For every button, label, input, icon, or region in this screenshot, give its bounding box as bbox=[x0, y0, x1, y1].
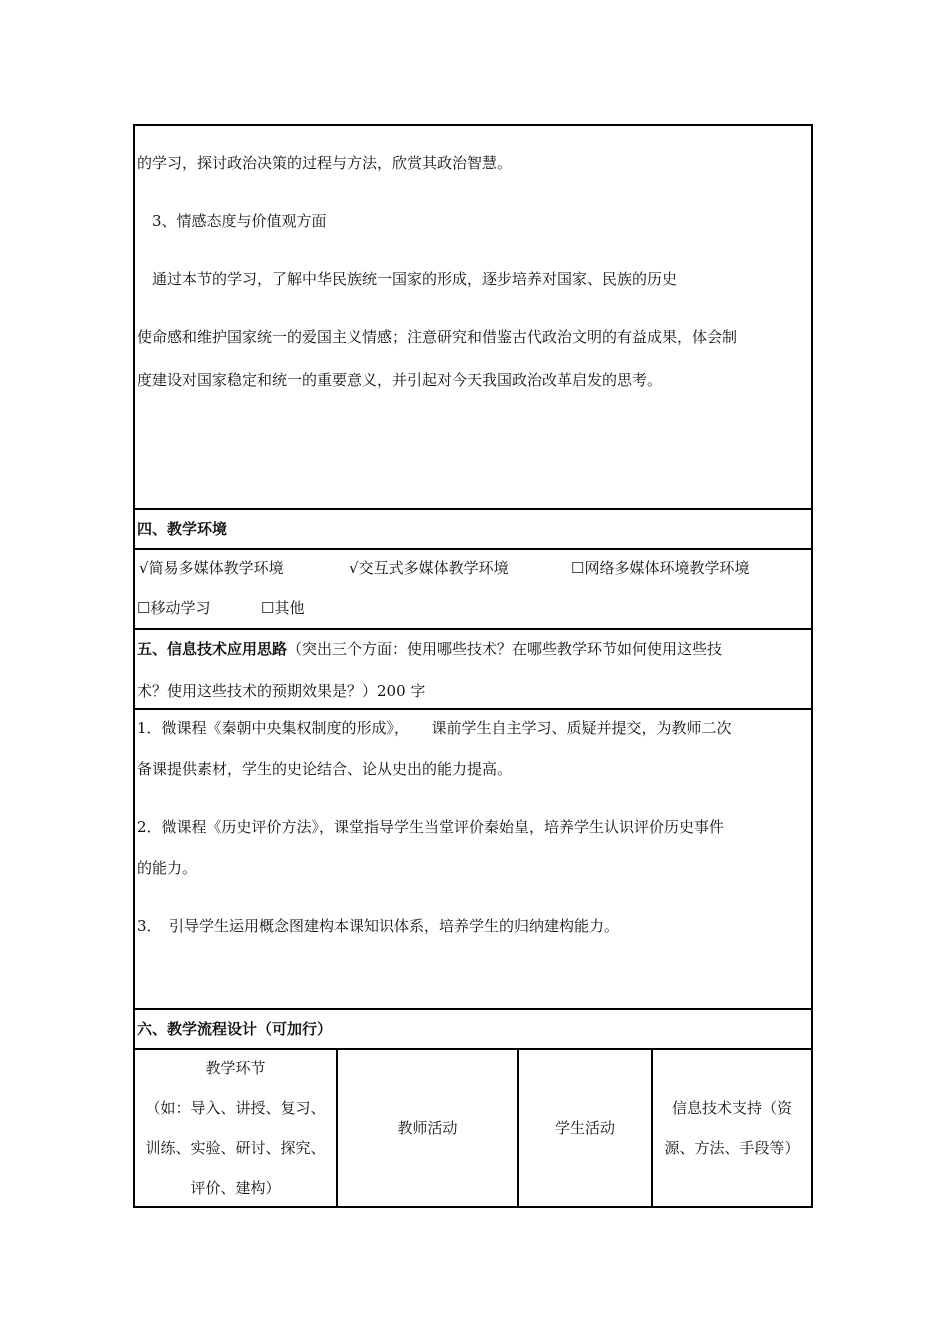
it-support-header-line-1: 信息技术支持（资 bbox=[671, 1099, 792, 1117]
option-label: 移动学习 bbox=[150, 599, 211, 617]
teaching-environment-header bbox=[135, 510, 811, 550]
it-item-2-line-1: 2．微课程《历史评价方法》，课堂指导学生当堂评价秦始皇，培养学生认识评价历史事件 bbox=[137, 818, 725, 836]
objectives-continued-line: 的学习，探讨政治决策的过程与方法，欣赏其政治智慧。 bbox=[137, 154, 513, 172]
check-mark-icon: √ bbox=[349, 559, 359, 577]
stage-header-line-3: 训练、实验、研讨、探究、 bbox=[145, 1139, 326, 1157]
column-header-it-support bbox=[653, 1050, 811, 1206]
stage-header-line-1: 教学环节 bbox=[205, 1059, 266, 1077]
checkbox-icon: ☐ bbox=[261, 599, 275, 617]
it-application-title-line-1 bbox=[137, 639, 722, 659]
it-item-1-line-2: 备课提供素材，学生的史论结合、论从史出的能力提高。 bbox=[137, 760, 513, 778]
env-option-mobile-learning bbox=[137, 598, 210, 618]
env-option-network-multimedia bbox=[571, 558, 749, 578]
objectives-cell bbox=[135, 126, 811, 510]
stage-header-line-2: （如：导入、讲授、复习、 bbox=[145, 1099, 326, 1117]
stage-header-line-4: 评价、建构） bbox=[190, 1179, 281, 1197]
env-option-simple-multimedia bbox=[139, 558, 284, 578]
section-title: 五、信息技术应用思路 bbox=[137, 640, 288, 658]
section-title: 四、教学环境 bbox=[137, 520, 228, 538]
section-title: 六、教学流程设计（可加行） bbox=[137, 1020, 333, 1038]
it-application-title-line-2: 术？使用这些技术的预期效果是？）200 字 bbox=[137, 682, 426, 700]
student-activity-label: 学生活动 bbox=[554, 1119, 615, 1137]
affective-objectives-line-2: 使命感和维护国家统一的爱国主义情感；注意研究和借鉴古代政治文明的有益成果，体会制 bbox=[137, 328, 738, 346]
env-option-other bbox=[261, 598, 304, 618]
column-header-student-activity bbox=[519, 1050, 651, 1206]
column-header-teacher-activity bbox=[338, 1050, 517, 1206]
it-item-1-line-1: 1．微课程《秦朝中央集权制度的形成》， 课前学生自主学习、质疑并提交，为教师二次 bbox=[137, 719, 732, 737]
lesson-plan-table bbox=[133, 124, 813, 1208]
checkbox-icon: ☐ bbox=[571, 559, 585, 577]
env-option-interactive-multimedia bbox=[349, 558, 509, 578]
option-label: 交互式多媒体教学环境 bbox=[358, 559, 509, 577]
it-application-header bbox=[135, 630, 811, 710]
it-support-header-line-2: 源、方法、手段等） bbox=[664, 1139, 800, 1157]
checkbox-icon: ☐ bbox=[137, 599, 151, 617]
it-application-content bbox=[135, 710, 811, 1010]
affective-objectives-line-3: 度建设对国家稳定和统一的重要意义，并引起对今天我国政治改革启发的思考。 bbox=[137, 371, 663, 389]
it-item-2-line-2: 的能力。 bbox=[137, 859, 198, 877]
teaching-flow-column-headers bbox=[135, 1050, 811, 1206]
section-note: （突出三个方面：使用哪些技术？在哪些教学环节如何使用这些技 bbox=[287, 640, 723, 658]
affective-objectives-line-1: 通过本节的学习，了解中华民族统一国家的形成，逐步培养对国家、民族的历史 bbox=[152, 270, 678, 288]
option-label: 网络多媒体环境教学环境 bbox=[584, 559, 750, 577]
teacher-activity-label: 教师活动 bbox=[397, 1119, 458, 1137]
column-header-teaching-stage bbox=[135, 1050, 336, 1206]
teaching-flow-header bbox=[135, 1010, 811, 1050]
affective-objectives-heading: 3、情感态度与价值观方面 bbox=[152, 212, 327, 230]
check-mark-icon: √ bbox=[139, 559, 149, 577]
teaching-environment-options bbox=[135, 550, 811, 630]
it-item-3: 3． 引导学生运用概念图建构本课知识体系，培养学生的归纳建构能力。 bbox=[137, 917, 620, 935]
option-label: 简易多媒体教学环境 bbox=[148, 559, 284, 577]
option-label: 其他 bbox=[274, 599, 305, 617]
